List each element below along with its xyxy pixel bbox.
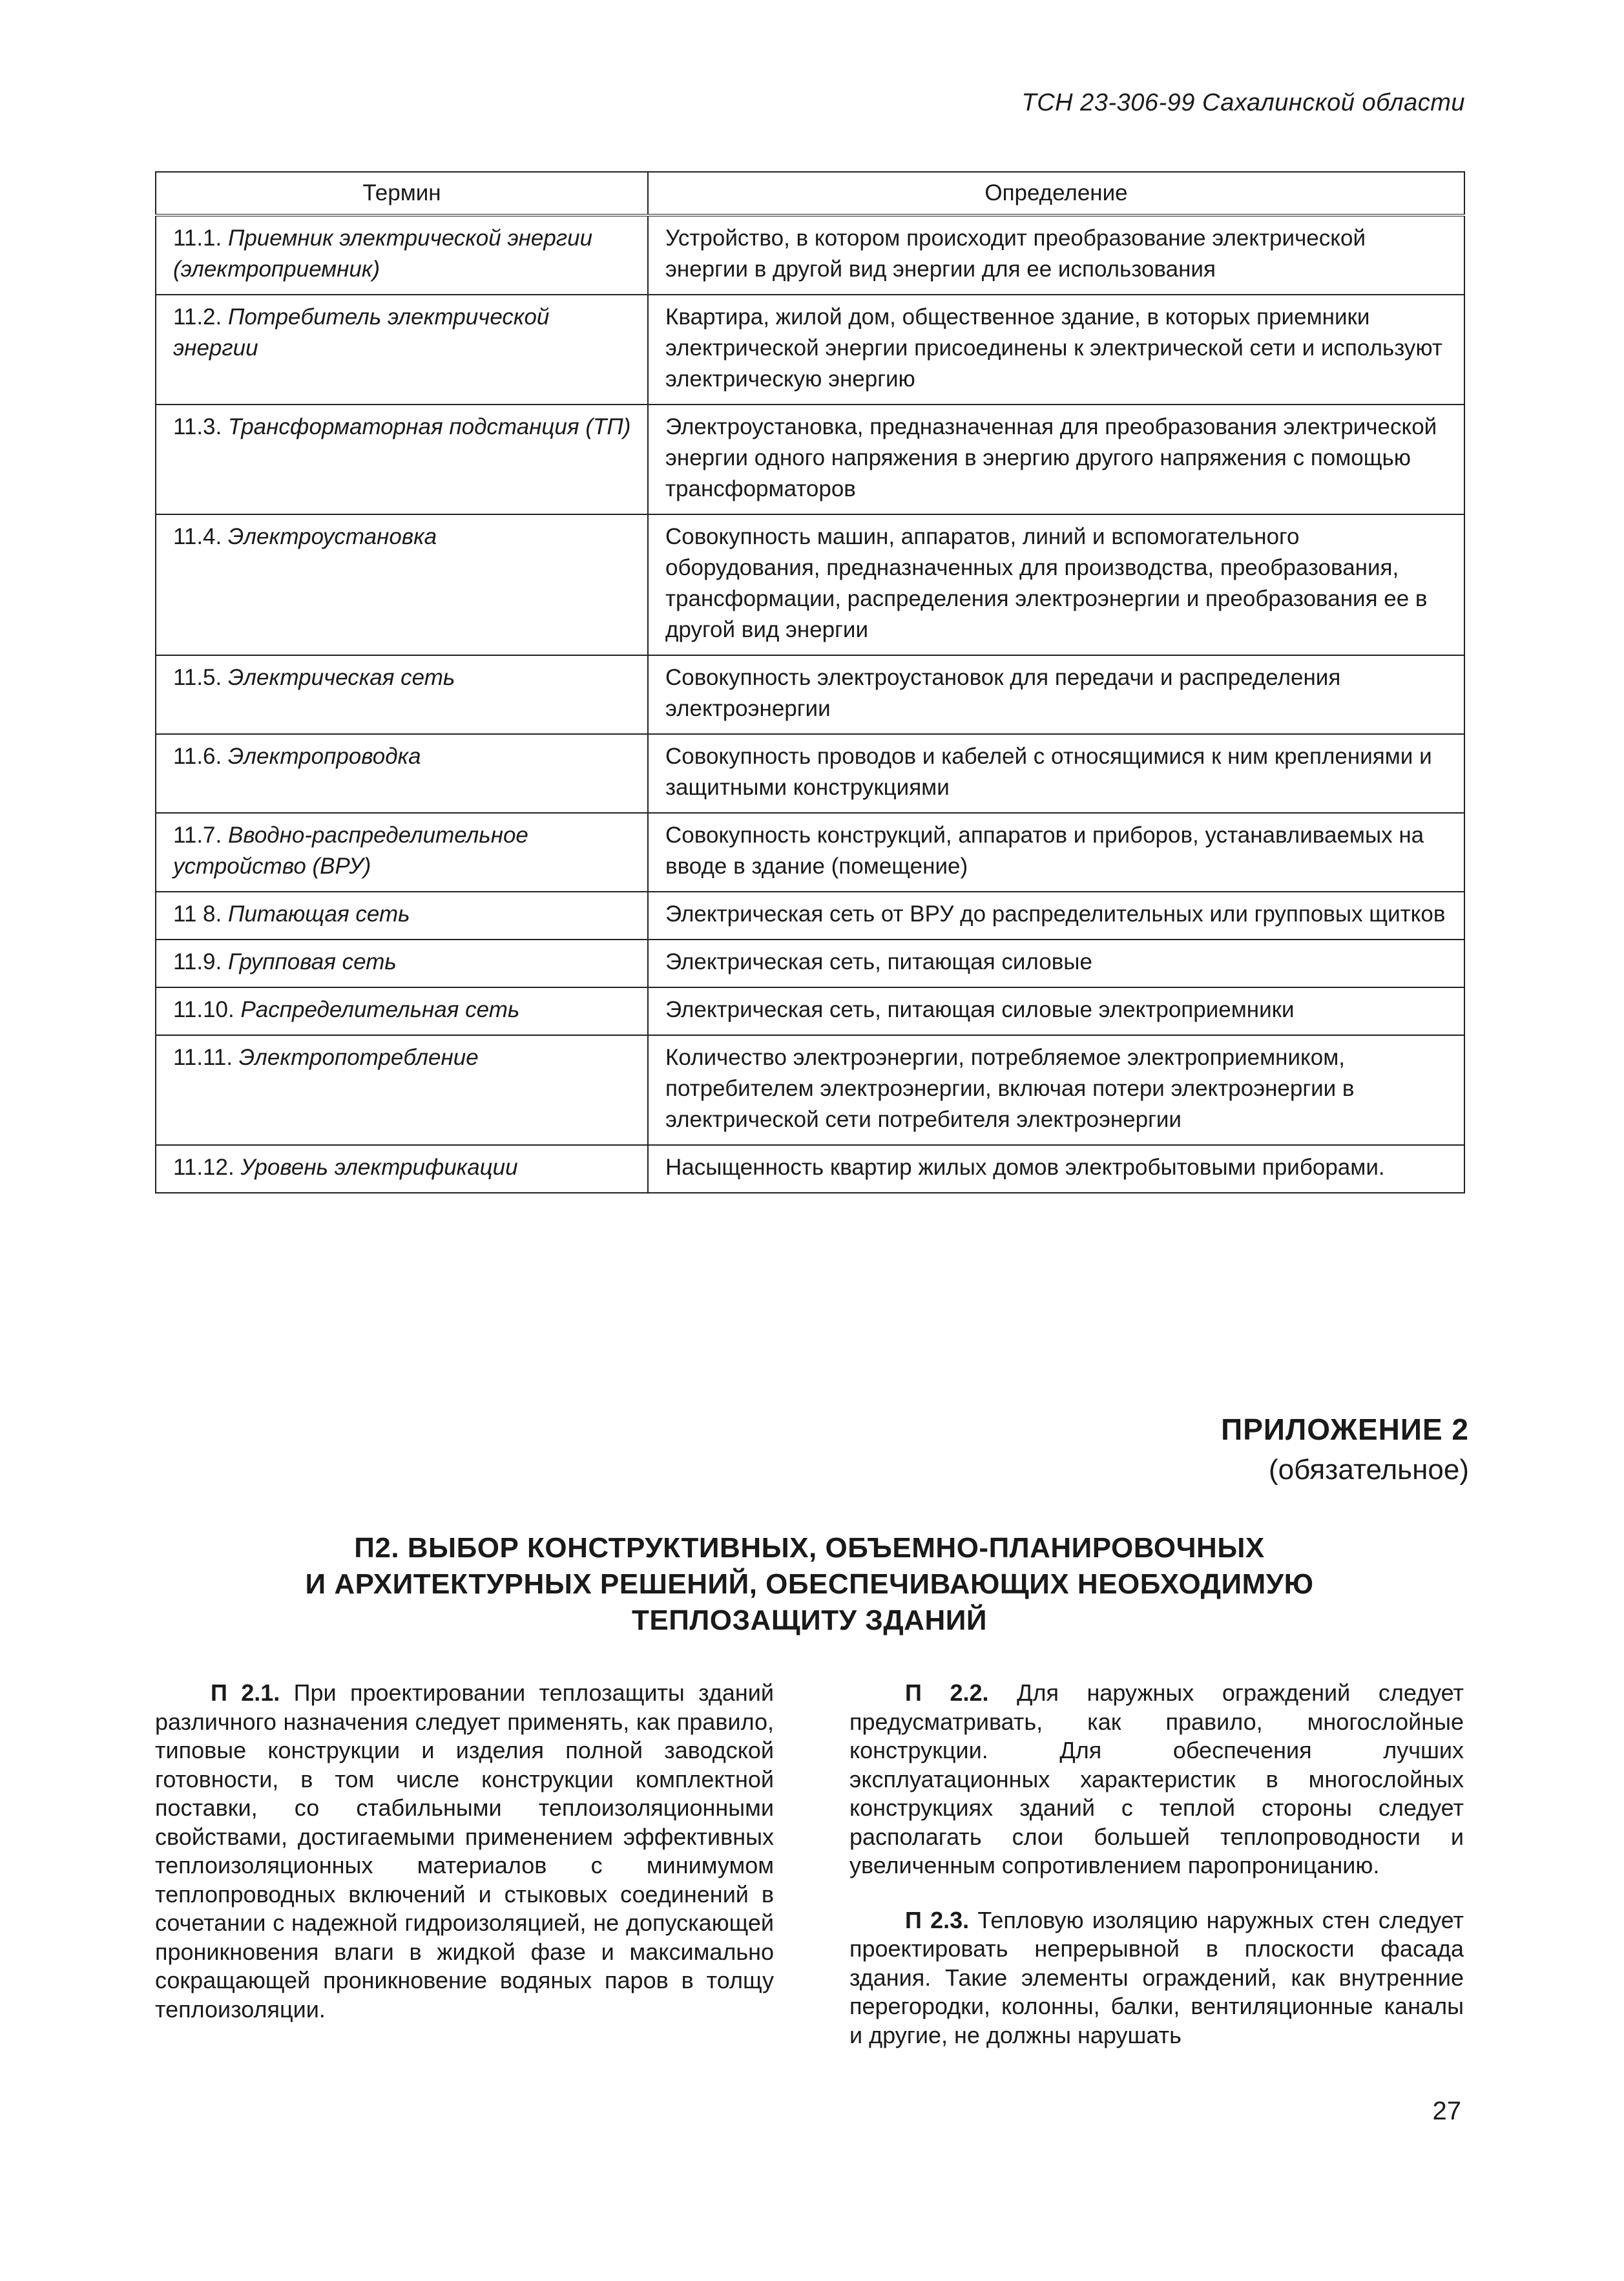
table-row: [156, 655, 1464, 734]
right-column: [849, 1679, 1464, 2076]
definition-cell: Насыщенность квартир жилых домов электробытовыми приборами.: [648, 1145, 1464, 1193]
definition-cell: Совокупность машин, аппаратов, линий и вспомогательного оборудования, предназначенных для производства, преобразования, трансформации, распределения электроэнергии и преобразования ее в другой вид энергии: [648, 514, 1464, 655]
table-row: [156, 1035, 1464, 1145]
term-name: Электрическая сеть: [227, 665, 455, 690]
term-number: 11.11.: [173, 1045, 233, 1070]
definition-cell: Устройство, в котором происходит преобразование электрической энергии в другой вид энергии для ее использования: [648, 215, 1464, 295]
term-number: 11.2.: [173, 304, 222, 330]
table-row: [156, 892, 1464, 940]
term-name: Групповая сеть: [227, 949, 397, 974]
paragraph-p2-3: [849, 1906, 1464, 2050]
appendix-subtitle: (обязательное): [1268, 1454, 1469, 1486]
table-header-row: [156, 172, 1464, 215]
terms-table: [155, 171, 1465, 1193]
term-name: Электропроводка: [227, 744, 421, 769]
term-name: Потребитель электрической энергии: [173, 304, 550, 361]
term-name: Распределительная сеть: [240, 997, 520, 1022]
term-number: 11.5.: [173, 665, 222, 690]
term-number: 11.7.: [173, 823, 222, 848]
term-cell: [156, 987, 648, 1035]
definition-cell: Электрическая сеть, питающая силовые: [648, 940, 1464, 987]
term-cell: [156, 514, 648, 655]
table-row: [156, 1145, 1464, 1193]
paragraph-label: П 2.1.: [211, 1679, 280, 1706]
table-row: [156, 940, 1464, 987]
paragraph-text: При проектировании теплозащиты зданий различного назначения следует применять, как правило, типовые конструкции и изделия полной заводской готовности, в том числе конструкции комплектной поставки, со стабильными теплоизоляционными свойствами, достигаемыми применением эффективных теплоизоляционных материалов с минимумом теплопроводных включений и стыковых соединений в сочетании с надежной гидроизоляцией, не допускающей проникновения влаги в жидкой фазе и максимально сокращающей проникновение водяных паров в толщу теплоизоляции.: [155, 1679, 774, 2023]
term-number: 11 8.: [173, 901, 222, 927]
definition-cell: Электрическая сеть, питающая силовые электроприемники: [648, 987, 1464, 1035]
term-cell: [156, 813, 648, 892]
column-header-term: Термин: [156, 172, 648, 215]
table-row: [156, 813, 1464, 892]
term-number: 11.9.: [173, 949, 222, 974]
section-heading-line: И АРХИТЕКТУРНЫХ РЕШЕНИЙ, ОБЕСПЕЧИВАЮЩИХ НЕОБХОДИМУЮ: [305, 1568, 1314, 1600]
section-heading-line: ТЕПЛОЗАЩИТУ ЗДАНИЙ: [632, 1604, 987, 1636]
paragraph-label: П 2.2.: [905, 1679, 989, 1706]
definition-cell: Квартира, жилой дом, общественное здание, в которых приемники электрической энергии присоединены к электрической сети и используют электрическую энергию: [648, 295, 1464, 405]
term-name: Электропотребление: [238, 1045, 479, 1070]
term-name: Трансформаторная подстанция (ТП): [227, 414, 631, 439]
page-number: 27: [1432, 2097, 1461, 2125]
paragraph-label: П 2.3.: [905, 1906, 970, 1933]
term-cell: [156, 405, 648, 514]
term-cell: [156, 892, 648, 940]
table-row: [156, 734, 1464, 813]
term-cell: [156, 215, 648, 295]
definition-cell: Электрическая сеть от ВРУ до распределительных или групповых щитков: [648, 892, 1464, 940]
term-number: 11.1.: [173, 226, 222, 251]
paragraph-p2-1: [155, 1679, 774, 2024]
table-row: [156, 405, 1464, 514]
term-name: Питающая сеть: [227, 901, 410, 927]
running-header: ТСН 23-306-99 Сахалинской области: [1021, 89, 1465, 116]
terms-table-body: [156, 215, 1464, 1193]
table-row: [156, 295, 1464, 405]
term-cell: [156, 1035, 648, 1145]
table-row: [156, 215, 1464, 295]
column-header-definition: Определение: [648, 172, 1464, 215]
definition-cell: Электроустановка, предназначенная для преобразования электрической энергии одного напряжения в энергию другого напряжения с помощью трансформаторов: [648, 405, 1464, 514]
section-heading: [155, 1530, 1464, 1639]
appendix-title: ПРИЛОЖЕНИЕ 2: [1221, 1413, 1469, 1446]
table-row: [156, 987, 1464, 1035]
term-name: Вводно-распределительное устройство (ВРУ): [173, 823, 528, 879]
term-cell: [156, 295, 648, 405]
definition-cell: Совокупность конструкций, аппаратов и приборов, устанавливаемых на вводе в здание (помещение): [648, 813, 1464, 892]
term-cell: [156, 940, 648, 987]
definition-cell: Количество электроэнергии, потребляемое электроприемником, потребителем электроэнергии, включая потери электроэнергии в электрической сети потребителя электроэнергии: [648, 1035, 1464, 1145]
left-column: [155, 1679, 774, 2050]
term-name: Электроустановка: [227, 524, 437, 549]
term-cell: [156, 655, 648, 734]
paragraph-text: Тепловую изоляцию наружных стен следует проектировать непрерывной в плоскости фасада здания. Такие элементы ограждений, как внутренние перегородки, колонны, балки, вентиляционные каналы и другие, не должны нарушать: [849, 1906, 1464, 2048]
definition-cell: Совокупность проводов и кабелей с относящимися к ним креплениями и защитными конструкциями: [648, 734, 1464, 813]
term-name: Приемник электрической энергии (электроприемник): [173, 226, 593, 282]
term-name: Уровень электрификации: [240, 1155, 518, 1180]
term-number: 11.6.: [173, 744, 222, 769]
paragraph-p2-2: [849, 1679, 1464, 1880]
term-number: 11.3.: [173, 414, 222, 439]
paragraph-text: Для наружных ограждений следует предусматривать, как правило, многослойные конструкции. Для обеспечения лучших эксплуатационных характеристик в многослойных конструкциях зданий с теплой стороны следует располагать слои большей теплопроводности и увеличенным сопротивлением паропроницанию.: [849, 1679, 1464, 1878]
term-number: 11.4.: [173, 524, 222, 549]
term-cell: [156, 734, 648, 813]
table-row: [156, 514, 1464, 655]
definition-cell: Совокупность электроустановок для передачи и распределения электроэнергии: [648, 655, 1464, 734]
term-cell: [156, 1145, 648, 1193]
term-number: 11.12.: [173, 1155, 234, 1180]
section-heading-line: П2. ВЫБОР КОНСТРУКТИВНЫХ, ОБЪЕМНО-ПЛАНИРОВОЧНЫХ: [354, 1532, 1265, 1564]
term-number: 11.10.: [173, 997, 234, 1022]
